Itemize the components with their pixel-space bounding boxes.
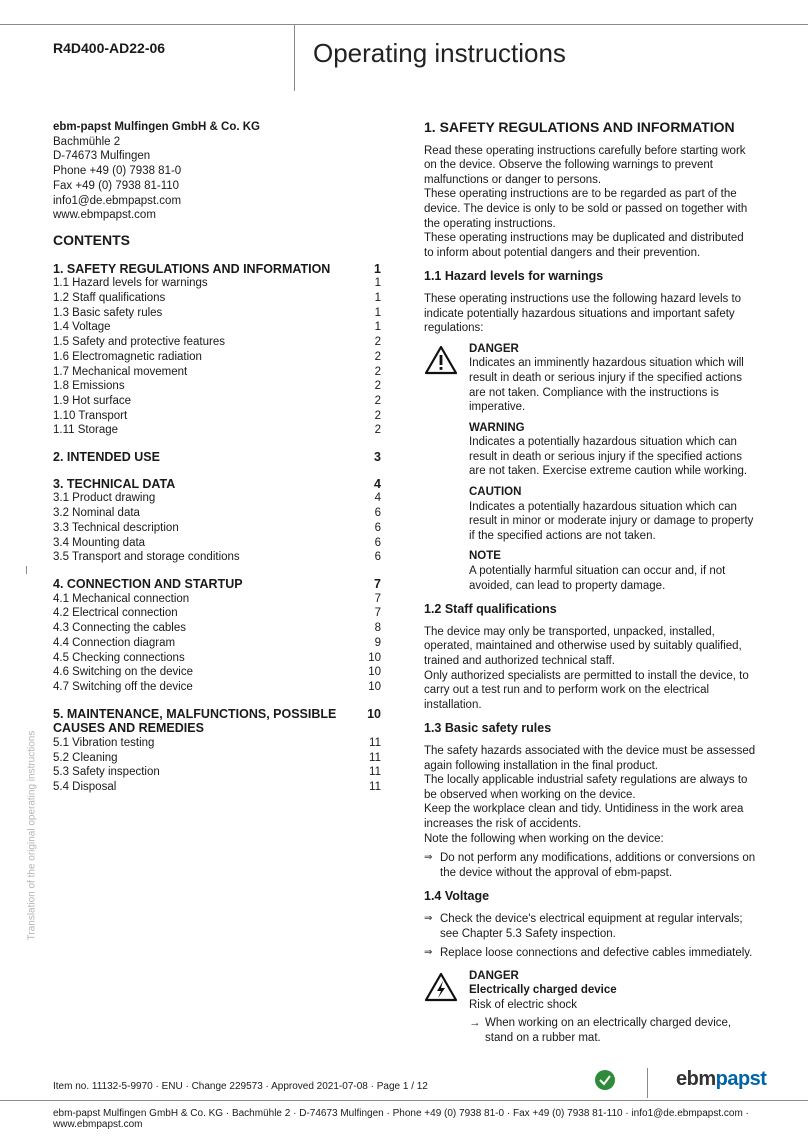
toc-item[interactable]	[53, 423, 381, 438]
warning-action: → When working on an electrically charged device, stand on a rubber mat.	[469, 1017, 732, 1045]
toc-item[interactable]	[53, 521, 381, 536]
level-name: DANGER	[469, 969, 519, 982]
toc-page-number: 2	[374, 380, 381, 393]
toc-item[interactable]	[53, 621, 381, 636]
intro-paragraph: These operating instructions may be duplicated and distributed to inform about potential dangers and their prevention.	[424, 232, 744, 259]
toc-item[interactable]	[53, 550, 381, 565]
level-text: Indicates an imminently hazardous situation which will result in death or serious injury if the specified actions are not taken. Compliance with the instructions is imperative.	[469, 357, 744, 414]
section-1-3-title: 1.3 Basic safety rules	[424, 721, 552, 736]
toc-item[interactable]	[53, 306, 381, 321]
arrow-bullet-icon: ⇒	[424, 912, 433, 924]
toc-section-title: 1. SAFETY REGULATIONS AND INFORMATION	[53, 261, 331, 276]
bullet-item: ⇒ Do not perform any modifications, additions or conversions on the device without the approval of ebm-papst.	[424, 852, 756, 879]
toc-page-number: 11	[369, 781, 381, 794]
level-name: NOTE	[469, 550, 501, 563]
toc-page-number: 2	[374, 394, 381, 407]
bullet-item: ⇒ Check the device's electrical equipment at regular intervals; see Chapter 5.3 Safety inspection.	[424, 912, 743, 940]
toc-page-number: 7	[374, 592, 381, 605]
document-id: R4D400-AD22-06	[53, 40, 166, 56]
toc-item-title: 1.2 Staff qualifications	[53, 292, 166, 305]
toc-item[interactable]	[53, 736, 381, 751]
toc-page-number: 8	[374, 622, 381, 635]
safety-paragraph: Note the following when working on the device:	[424, 832, 664, 845]
contents-heading: CONTENTS	[53, 231, 130, 248]
arrow-bullet-icon: ⇒	[424, 852, 433, 864]
toc-page-number: 1	[374, 292, 381, 305]
hazard-intro: These operating instructions use the following hazard levels to indicate potentially hazardous situations and important safety regulations:	[424, 292, 742, 335]
toc-item[interactable]	[53, 335, 381, 350]
toc-page-number: 11	[369, 737, 381, 750]
toc-page-number: 6	[374, 551, 381, 564]
toc-item[interactable]	[53, 536, 381, 551]
toc-page-number: 11	[369, 751, 381, 764]
toc-section[interactable]	[53, 450, 381, 465]
toc-page-number: 2	[374, 350, 381, 363]
toc-item-title: 4.5 Checking connections	[53, 651, 185, 664]
toc-section[interactable]	[53, 707, 381, 736]
toc-item-title: 1.1 Hazard levels for warnings	[53, 277, 208, 290]
warning-title: Electrically charged device	[469, 984, 617, 997]
toc-item[interactable]	[53, 409, 381, 424]
toc-item-title: 5.3 Safety inspection	[53, 766, 160, 779]
toc-item[interactable]	[53, 636, 381, 651]
toc-item[interactable]	[53, 350, 381, 365]
toc-page-number: 2	[374, 424, 381, 437]
toc-item-title: 4.2 Electrical connection	[53, 607, 178, 620]
level-name: CAUTION	[469, 486, 522, 499]
toc-section[interactable]	[53, 477, 381, 492]
toc-item[interactable]	[53, 780, 381, 795]
ebmpapst-logo: ebmpapst	[676, 1068, 767, 1090]
toc-item-title: 1.4 Voltage	[53, 321, 111, 334]
toc-section[interactable]	[53, 262, 381, 277]
toc-item-title: 5.1 Vibration testing	[53, 737, 155, 750]
address-fax: Fax +49 (0) 7938 81-110	[53, 179, 180, 192]
toc-page-number: 7	[374, 576, 381, 591]
toc-item[interactable]	[53, 751, 381, 766]
green-tech-badge-icon	[594, 1069, 616, 1091]
toc-page-number: 10	[368, 680, 381, 693]
toc-page-number: 2	[374, 409, 381, 422]
toc-page-number: 11	[369, 766, 381, 779]
toc-item-title: 1.5 Safety and protective features	[53, 336, 225, 349]
toc-page-number: 6	[374, 521, 381, 534]
level-text: Indicates a potentially hazardous situation which can result in minor or moderate injury or damage to property if the specified actions are not taken.	[469, 500, 754, 542]
toc-item[interactable]	[53, 606, 381, 621]
toc-page-number: 3	[374, 450, 381, 465]
toc-page-number: 2	[374, 365, 381, 378]
toc-item-title: 5.2 Cleaning	[53, 751, 118, 764]
toc-page-number: 1	[374, 277, 381, 290]
toc-section-title: 2. INTENDED USE	[53, 450, 160, 465]
toc-item[interactable]	[53, 665, 381, 680]
toc-item[interactable]	[53, 394, 381, 409]
header-divider	[294, 24, 295, 91]
arrow-bullet-icon: ⇒	[424, 947, 433, 959]
intro-paragraph: These operating instructions are to be regarded as part of the device. The device is only to be sold or passed on together with the operating instructions.	[424, 188, 748, 230]
toc-item-title: 3.1 Product drawing	[53, 492, 156, 505]
toc-item-title: 3.3 Technical description	[53, 521, 179, 534]
staff-paragraph: Only authorized specialists are permitted to install the device, to carry out a test run and to perform work on the electrical installation.	[424, 669, 749, 711]
toc-item-title: 1.9 Hot surface	[53, 394, 131, 407]
voltage-danger-warning	[424, 969, 756, 1046]
toc-item-title: 1.3 Basic safety rules	[53, 306, 163, 319]
toc-page-number: 9	[374, 636, 381, 649]
toc-item-title: 1.11 Storage	[53, 424, 119, 437]
intro-paragraph: Read these operating instructions carefully before starting work on the device. Observe the following warnings to prevent malfunctions or danger to persons.	[424, 144, 746, 186]
toc-page-number: 6	[374, 507, 381, 520]
toc-page-number: 4	[374, 492, 381, 505]
toc-item-title: 3.5 Transport and storage conditions	[53, 551, 240, 564]
safety-paragraph: The safety hazards associated with the device must be assessed again following installation in the final product.	[424, 744, 756, 772]
toc-item-title: 4.7 Switching off the device	[53, 680, 193, 693]
address-block	[53, 120, 381, 223]
toc-item[interactable]	[53, 320, 381, 335]
toc-item[interactable]	[53, 651, 381, 666]
address-street: Bachmühle 2	[53, 135, 121, 148]
address-website[interactable]: www.ebmpapst.com	[53, 209, 156, 222]
section-1-title: 1. SAFETY REGULATIONS AND INFORMATION	[424, 119, 735, 135]
toc-page-number: 1	[374, 306, 381, 319]
warning-triangle-icon	[424, 345, 458, 375]
level-text: Indicates a potentially hazardous situation which can result in death or serious injury if the specified actions are not taken. Exercise extreme caution while working.	[469, 436, 748, 478]
staff-paragraph: The device may only be transported, unpacked, installed, operated, maintained and otherwise used by suitably qualified, trained and authorized technical staff.	[424, 625, 742, 667]
safety-paragraph: Keep the workplace clean and tidy. Untidiness in the work area increases the risk of accidents.	[424, 803, 744, 830]
toc-page-number: 10	[368, 651, 381, 664]
level-name: DANGER	[469, 342, 519, 355]
toc-item-title: 4.4 Connection diagram	[53, 636, 176, 649]
toc-item[interactable]	[53, 491, 381, 506]
toc-page-number: 6	[374, 536, 381, 549]
hazard-level-note	[424, 549, 756, 593]
safety-paragraph: The locally applicable industrial safety regulations are always to be observed when working on the device.	[424, 774, 748, 801]
toc-item-title: 3.2 Nominal data	[53, 507, 140, 520]
address-email[interactable]: info1@de.ebmpapst.com	[53, 194, 182, 207]
document-title: Operating instructions	[313, 38, 566, 68]
margin-tick	[26, 566, 27, 574]
hazard-level-warning	[424, 421, 756, 479]
toc-item-title: 1.8 Emissions	[53, 380, 125, 393]
side-note: Translation of the original operating instructions	[26, 730, 38, 941]
toc-item-title: 4.3 Connecting the cables	[53, 622, 186, 635]
toc-section-title: 4. CONNECTION AND STARTUP	[53, 576, 243, 591]
toc-item[interactable]	[53, 592, 381, 607]
toc-item[interactable]	[53, 379, 381, 394]
toc-item-title: 4.1 Mechanical connection	[53, 592, 190, 605]
toc-page-number: 2	[374, 336, 381, 349]
company-name: ebm-papst Mulfingen GmbH & Co. KG	[53, 121, 260, 133]
toc-section[interactable]	[53, 577, 381, 592]
toc-item[interactable]	[53, 365, 381, 380]
footer-item-info: Item no. 11132-5-9970 · ENU · Change 229573 · Approved 2021-07-08 · Page 1 / 12	[53, 1081, 428, 1092]
hazard-level-danger	[424, 342, 756, 415]
toc-item[interactable]	[53, 506, 381, 521]
toc-page-number: 4	[374, 476, 381, 491]
toc-page-number: 10	[367, 706, 381, 721]
toc-page-number: 7	[374, 607, 381, 620]
right-arrow-icon: →	[469, 1017, 481, 1030]
toc-item-title: 1.7 Mechanical movement	[53, 365, 188, 378]
toc-item[interactable]	[53, 765, 381, 780]
toc-item[interactable]	[53, 680, 381, 695]
toc-item-title: 1.6 Electromagnetic radiation	[53, 350, 202, 363]
electric-hazard-icon	[424, 972, 458, 1002]
hazard-level-caution	[424, 485, 756, 543]
toc-item-title: 1.10 Transport	[53, 409, 128, 422]
level-name: WARNING	[469, 421, 525, 434]
header-rule	[0, 24, 808, 25]
footer-rule	[0, 1100, 808, 1101]
toc-item-title: 4.6 Switching on the device	[53, 666, 194, 679]
left-column	[53, 120, 381, 795]
logo-divider	[647, 1068, 648, 1098]
right-column	[424, 120, 756, 1046]
bullet-item: ⇒ Replace loose connections and defective cables immediately.	[424, 947, 753, 960]
toc-page-number: 1	[374, 321, 381, 334]
toc-item[interactable]	[53, 291, 381, 306]
table-of-contents	[53, 262, 381, 795]
toc-section-title: 5. MAINTENANCE, MALFUNCTIONS, POSSIBLE CAUSES AND REMEDIES	[53, 706, 337, 736]
toc-item[interactable]	[53, 276, 381, 291]
warning-risk: Risk of electric shock	[469, 998, 578, 1011]
level-text: A potentially harmful situation can occur and, if not avoided, can lead to property damage.	[469, 565, 726, 592]
toc-item-title: 3.4 Mounting data	[53, 536, 146, 549]
footer-contact: ebm-papst Mulfingen GmbH & Co. KG · Bachmühle 2 · D-74673 Mulfingen · Phone +49 (0) 7938 81-0 · Fax +49 (0) 7938 81-110 · info1@de.ebmpapst.com · www.ebmpapst.com	[53, 1108, 749, 1130]
toc-page-number: 10	[368, 666, 381, 679]
section-1-1-title: 1.1 Hazard levels for warnings	[424, 269, 604, 284]
section-1-4-title: 1.4 Voltage	[424, 889, 490, 904]
address-city: D-74673 Mulfingen	[53, 150, 151, 163]
toc-page-number: 1	[374, 261, 381, 276]
address-phone: Phone +49 (0) 7938 81-0	[53, 165, 182, 178]
toc-section-title: 3. TECHNICAL DATA	[53, 476, 176, 491]
toc-item-title: 5.4 Disposal	[53, 781, 117, 794]
section-1-2-title: 1.2 Staff qualifications	[424, 602, 557, 617]
